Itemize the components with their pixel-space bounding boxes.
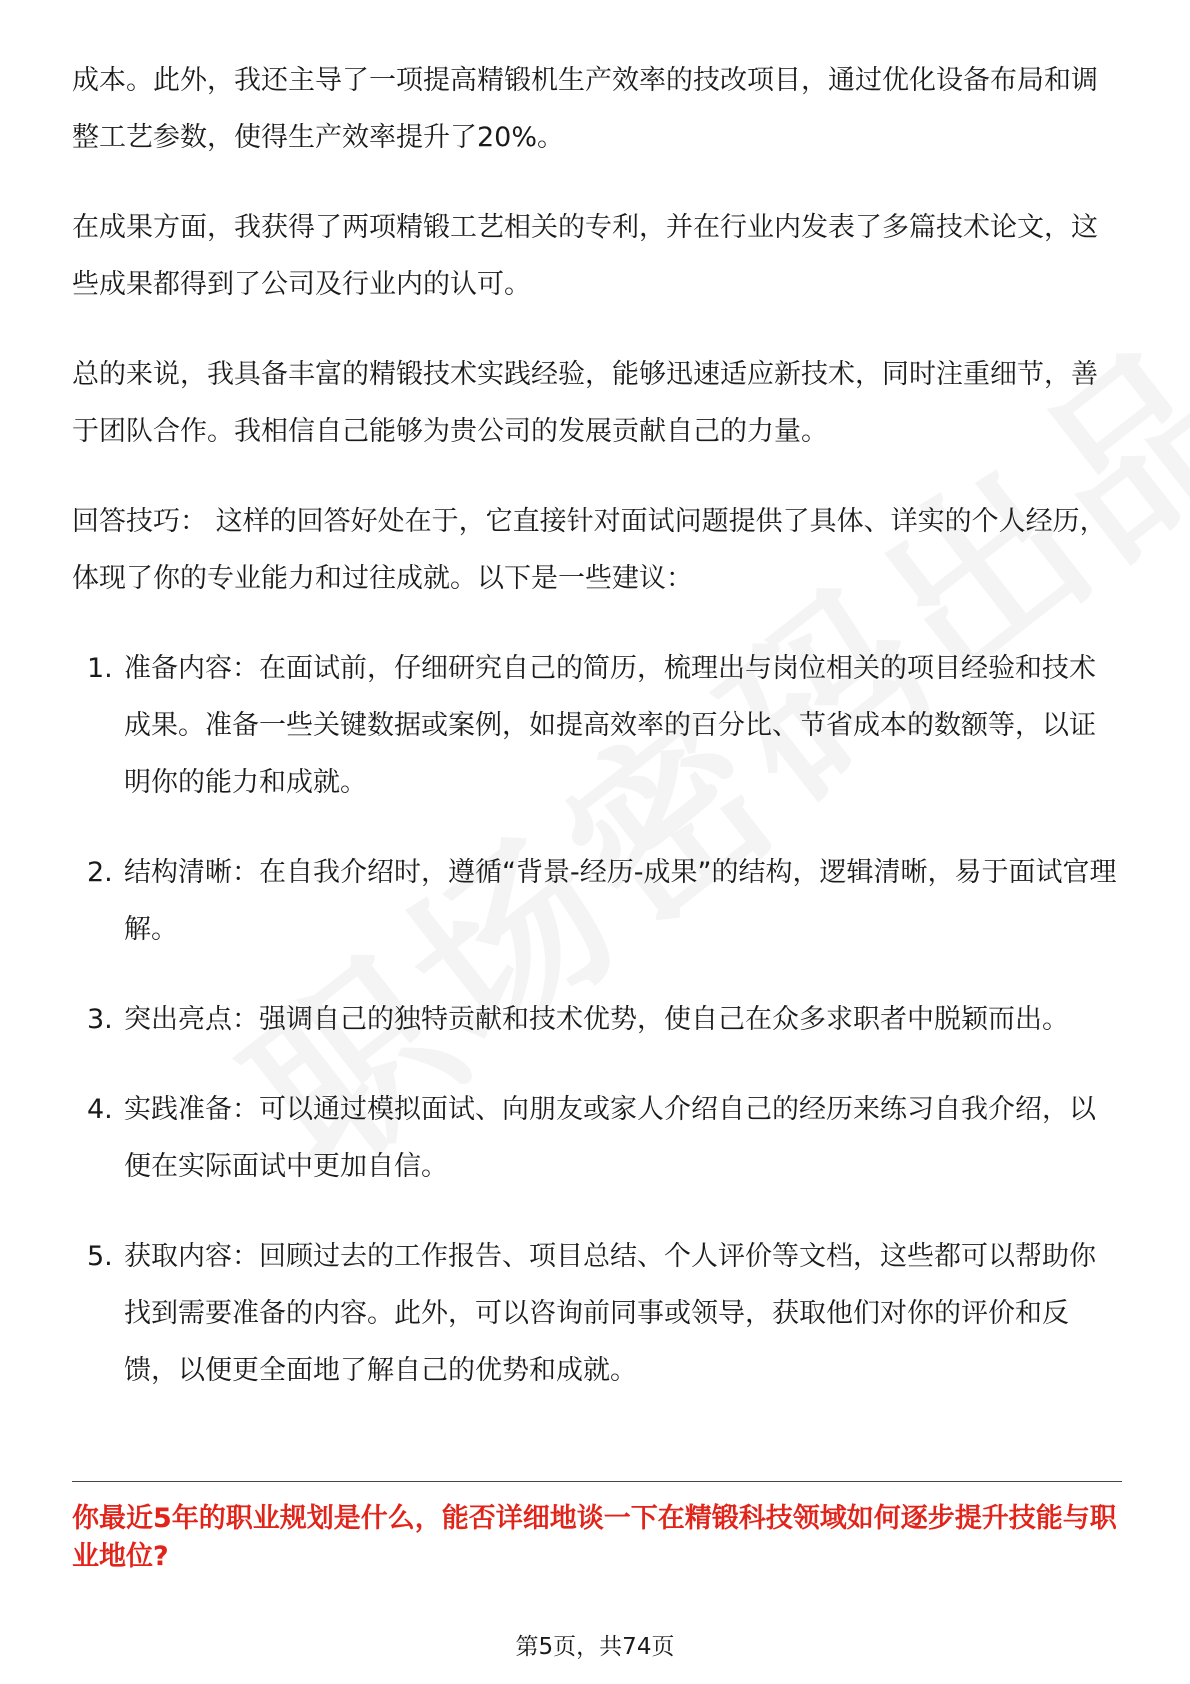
list-item: [72, 640, 1122, 811]
page-footer: 第5页，共74页: [515, 1634, 675, 1660]
list-item-number: 4.: [87, 1094, 113, 1125]
list-item: [72, 844, 1122, 958]
next-question-heading: 你最近5年的职业规划是什么，能否详细地谈一下在精锻科技领域如何逐步提升技能与职业地位?: [72, 1503, 1117, 1572]
list-item-number: 3.: [87, 1004, 113, 1035]
answer-tips-intro: 回答技巧： 这样的回答好处在于，它直接针对面试问题提供了具体、详实的个人经历，体现了你的专业能力和过往成就。以下是一些建议：: [72, 506, 1107, 594]
list-item-text: 结构清晰：在自我介绍时，遵循“背景-经历-成果”的结构，逻辑清晰，易于面试官理解。: [124, 857, 1117, 945]
list-item-number: 1.: [87, 653, 113, 684]
list-item-text: 突出亮点：强调自己的独特贡献和技术优势，使自己在众多求职者中脱颖而出。: [124, 1004, 1069, 1035]
list-item-text: 实践准备：可以通过模拟面试、向朋友或家人介绍自己的经历来练习自我介绍，以便在实际面试中更加自信。: [124, 1094, 1096, 1182]
list-item: [72, 991, 1122, 1048]
list-item: [72, 1228, 1122, 1399]
answer-body: [72, 52, 1122, 1432]
answer-paragraph-achievements: 在成果方面，我获得了两项精锻工艺相关的专利，并在行业内发表了多篇技术论文，这些成果都得到了公司及行业内的认可。: [72, 212, 1098, 300]
list-item-number: 5.: [87, 1241, 113, 1272]
list-item-number: 2.: [87, 857, 113, 888]
list-item-text: 获取内容：回顾过去的工作报告、项目总结、个人评价等文档，这些都可以帮助你找到需要准备的内容。此外，可以咨询前同事或领导，获取他们对你的评价和反馈，以便更全面地了解自己的优势和成就。: [124, 1241, 1096, 1386]
list-item: [72, 1081, 1122, 1195]
list-item-text: 准备内容：在面试前，仔细研究自己的简历，梳理出与岗位相关的项目经验和技术成果。准备一些关键数据或案例，如提高效率的百分比、节省成本的数额等，以证明你的能力和成就。: [124, 653, 1096, 798]
section-divider: [72, 1481, 1122, 1482]
answer-paragraph-cost: 成本。此外，我还主导了一项提高精锻机生产效率的技改项目，通过优化设备布局和调整工艺参数，使得生产效率提升了20%。: [72, 65, 1098, 153]
tips-list: [72, 640, 1122, 1399]
answer-paragraph-summary: 总的来说，我具备丰富的精锻技术实践经验，能够迅速适应新技术，同时注重细节，善于团队合作。我相信自己能够为贵公司的发展贡献自己的力量。: [72, 359, 1098, 447]
